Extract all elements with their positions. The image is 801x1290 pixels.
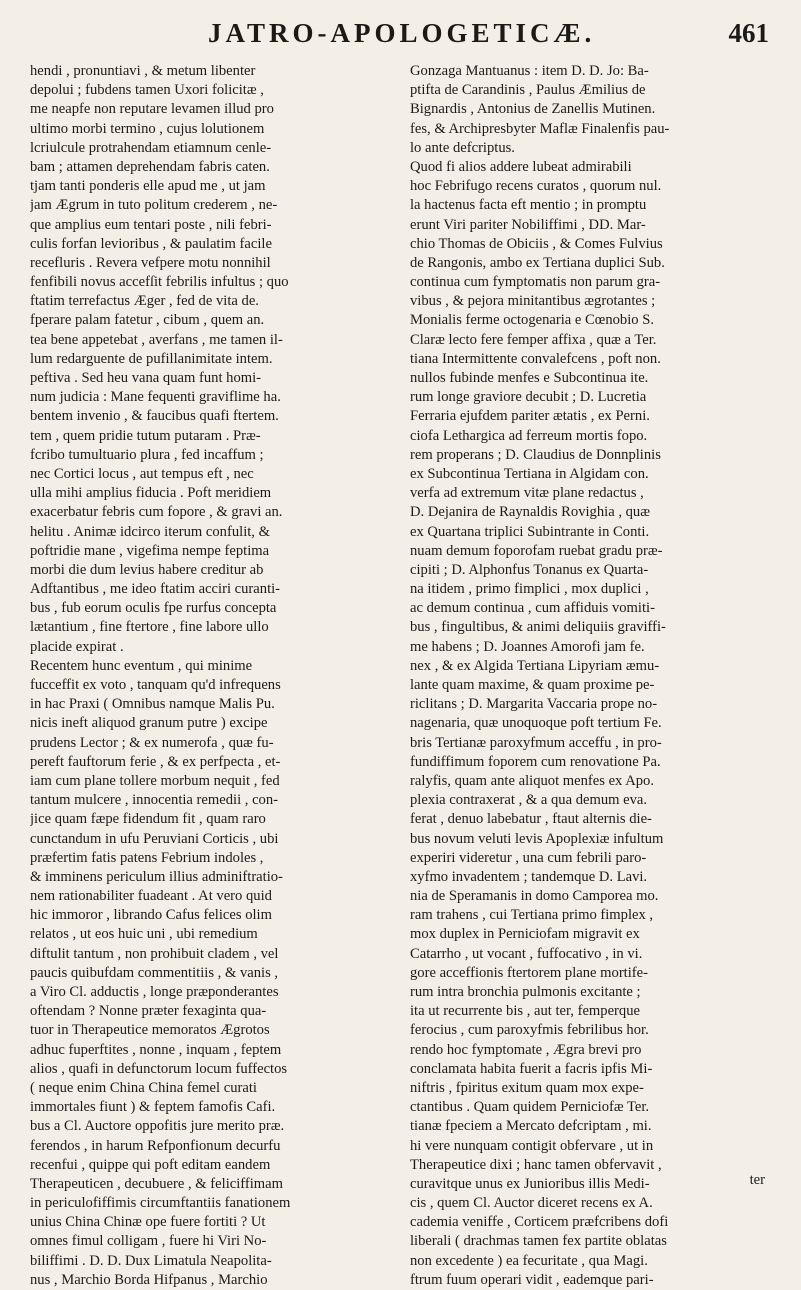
- text-line: ftatim terrefactus Æger , fed de vita de.: [30, 293, 259, 310]
- text-line: recenfui , quippe qui poft editam eandem: [30, 1156, 271, 1173]
- text-line: ultimo morbi termino , cujus lolutionem: [30, 120, 265, 137]
- text-line: peftiva . Sed heu vana quam funt homi-: [30, 370, 262, 386]
- text-line: ram trahens , cui Tertiana primo fimplex ,: [410, 907, 654, 924]
- text-line: lo ante defcriptus.: [410, 139, 515, 156]
- text-line: cunctandum in ufu Peruviani Corticis , ubi: [30, 830, 279, 847]
- text-line: fundiffimum foporem cum renovatione Pa.: [410, 753, 661, 770]
- text-line: me neapfe non reputare levamen illud pro: [30, 101, 274, 118]
- text-line: bentem invenio , & faucibus quafi ftertem.: [30, 408, 279, 425]
- text-line: mox duplex in Perniciofam migravit ex: [410, 926, 640, 943]
- text-line: & imminens periculum illius adminiftratio-: [30, 868, 283, 885]
- text-line: nicis ineft aliquod granum putre ) excipe: [30, 715, 268, 732]
- text-line: xyfmo invadentem ; tandemque D. Lavi.: [410, 868, 648, 885]
- text-line: hoc Febrifugo recens curatos , quorum nul.: [410, 178, 662, 195]
- text-line: ptifta de Carandinis , Paulus Æmilius de: [410, 82, 646, 99]
- text-line: relatos , ut eos huic uni , ubi remedium: [30, 926, 258, 943]
- text-line: in hac Praxi ( Omnibus namque Malis Pu.: [30, 696, 275, 713]
- text-line: bus , fub eorum oculis fpe rurfus concepta: [30, 600, 277, 617]
- text-line: paucis quibufdam commentitiis , & vanis ,: [30, 964, 279, 981]
- text-line: pereft fauftorum ferie , & ex perfpecta , et-: [30, 753, 281, 770]
- text-line: immortales fiunt ) & feptem famofis Cafi.: [30, 1099, 276, 1116]
- text-line: culis forfan levioribus , & paulatim facile: [30, 235, 272, 252]
- text-line: nec Cortici locus , aut tempus eft , nec: [30, 465, 254, 482]
- text-line: lætantium , fine ftertore , fine labore ullo: [30, 619, 269, 636]
- text-line: iam cum plane tollere morbum nequit , fed: [30, 772, 280, 789]
- text-line: Bignardis , Antonius de Zanellis Mutinen.: [410, 101, 656, 118]
- text-line: nagenaria, quæ unoquoque poft tertium Fe.: [410, 715, 662, 732]
- text-line: de Rangonis, ambo ex Tertiana duplici Sub.: [410, 254, 665, 271]
- text-line: conclamata habita fuerit a facris ipfis Mi-: [410, 1060, 653, 1077]
- text-line: oftendam ? Nonne præter fexaginta qua-: [30, 1003, 267, 1020]
- text-line: bris Tertianæ paroxyfmum acceffu , in pro-: [410, 734, 662, 751]
- text-line: tuor in Therapeutice memoratos Ægrotos: [30, 1022, 270, 1039]
- text-line: cis , quem Cl. Auctor diceret recens ex A.: [410, 1195, 653, 1212]
- text-line: Catarrho , ut vocant , fuffocativo , in vi.: [410, 945, 643, 962]
- text-line: non excedente ) ea fecuritate , qua Magi.: [410, 1252, 648, 1269]
- text-line: que amplius eum tentari poste , nili febri-: [30, 216, 272, 233]
- text-line: Therapeutice dixi ; hanc tamen obfervavit ,: [410, 1156, 662, 1173]
- text-line: Gonzaga Mantuanus : item D. D. Jo: Ba-: [410, 63, 649, 79]
- text-line: tianæ fpeciem a Mercato defcriptam , mi.: [410, 1118, 652, 1135]
- text-line: plexia contraxerat , & a qua demum eva.: [410, 792, 648, 809]
- text-line: fenfibili novus accefſit febrilis infultus ; quo: [30, 274, 289, 291]
- text-line: fucceffit ex voto , tanquam qu'd infrequens: [30, 677, 281, 693]
- text-line: ciofa Lethargica ad ferreum mortis fopo.: [410, 427, 648, 444]
- text-line: Monialis ferme octogenaria e Cœnobio S.: [410, 312, 654, 329]
- text-line: la hactenus facta eft mentio ; in promptu: [410, 197, 647, 214]
- text-line: nia de Speramanis in domo Camporea mo.: [410, 888, 659, 905]
- text-line: ctantibus . Quam quidem Perniciofæ Ter.: [410, 1099, 650, 1116]
- text-line: bam ; attamen deprehendam fabris caten.: [30, 158, 270, 175]
- text-line: exacerbatur febris cum fopore , & gravi an.: [30, 504, 283, 521]
- text-line: experiri videretur , una cum febrili paro-: [410, 849, 647, 866]
- text-line: nem rationabiliter fuadeant . At vero quid: [30, 888, 272, 905]
- text-line: ita ut recurrente bis , aut ter, femperque: [410, 1003, 640, 1020]
- text-line: placide expirat .: [30, 638, 124, 655]
- text-line: tiana Intermittente convalefcens , poft non.: [410, 350, 661, 367]
- text-line: Adftantibus , me ideo ftatim acciri curanti-: [30, 581, 281, 598]
- text-line: præfertim fatis patens Febrium indoles ,: [30, 849, 264, 866]
- text-line: chio Thomas de Obiciis , & Comes Fulvius: [410, 235, 663, 252]
- text-line: morbi die dum levius habere creditur ab: [30, 561, 264, 578]
- text-line: bus novum veluti levis Apoplexiæ infultum: [410, 830, 664, 847]
- text-line: Quod fi alios addere lubeat admirabili: [410, 158, 632, 175]
- text-line: tea bene appetebat , averfans , me tamen il-: [30, 331, 283, 348]
- text-line: lcriulcule protrahendam etiamnum cenle-: [30, 139, 272, 156]
- text-line: me habens ; D. Joannes Amorofi jam fe.: [410, 638, 645, 655]
- text-line: fcribo tumultuario plura , fed incaffum ;: [30, 446, 264, 463]
- text-line: continua cum fymptomatis non parum gra-: [410, 274, 661, 291]
- running-head: [0, 18, 801, 58]
- text-line: nuam demum foporofam ruebat gradu præ-: [410, 542, 663, 559]
- text-line: num judicia : Mane fequenti graviflime ha.: [30, 389, 281, 406]
- text-line: Ferraria ejufdem pariter ætatis , ex Perni.: [410, 408, 650, 425]
- text-line: alios , quafi in defunctorum locum fuffectos: [30, 1060, 288, 1077]
- text-line: Claræ lecto fere femper affixa , quæ a Ter.: [410, 331, 657, 348]
- text-line: liberali ( drachmas tamen fex partite oblatas: [410, 1233, 667, 1250]
- text-line: tantum mulcere , innocentia remedii , con-: [30, 792, 279, 809]
- text-line: Recentem hunc eventum , qui minime: [30, 657, 253, 674]
- text-line: biliffimi . D. D. Dux Limatula Neapolita-: [30, 1252, 272, 1269]
- text-line: riclitans ; D. Margarita Vaccaria prope no-: [410, 696, 658, 713]
- text-line: adhuc fuperftites , nonne , inquam , feptem: [30, 1041, 282, 1058]
- text-line: vibus , & pejora minitantibus ægrotantes ;: [410, 293, 656, 310]
- text-line: recefluris . Revera vefpere motu nonnihil: [30, 254, 271, 271]
- text-line: rem properans ; D. Claudius de Donnplinis: [410, 446, 661, 463]
- text-line: niftris , fpiritus exitum quam mox expe-: [410, 1079, 644, 1096]
- text-line: poftridie mane , vigefima nempe feptima: [30, 542, 270, 559]
- text-line: lante quam maxime, & quam proxime pe-: [410, 677, 655, 693]
- text-line: unius China Chinæ ope fuere fortiti ? Ut: [30, 1214, 266, 1231]
- text-line: fperare palam fatetur , cibum , quem an.: [30, 312, 265, 329]
- text-line: diftulit tantum , non prohibuit cladem , vel: [30, 945, 279, 962]
- text-line: ftrum fuum operari vidit , eademque pari-: [410, 1271, 654, 1288]
- text-line: nex , & ex Algida Tertiana Lipyriam æmu-: [410, 657, 660, 674]
- catchword: ter: [749, 1172, 765, 1188]
- text-line: verfa ad extremum vitæ plane redactus ,: [410, 485, 644, 502]
- text-line: fes, & Archipresbyter Maflæ Finalenfis pau-: [410, 120, 670, 137]
- text-line: ulla mihi amplius fiducia . Poft meridiem: [30, 485, 272, 502]
- right-text-column: [410, 62, 772, 1290]
- text-line: ferocius , cum paroxyfmis febrilibus hor.: [410, 1022, 649, 1039]
- text-line: D. Dejanira de Raynaldis Rovighia , quæ: [410, 504, 650, 521]
- text-line: prudens Lector ; & ex numerofa , quæ fu-: [30, 734, 274, 751]
- text-line: ac demum continua , cum affiduis vomiti-: [410, 600, 655, 617]
- text-line: omnes fimul colligam , fuere hi Viri No-: [30, 1233, 267, 1250]
- text-line: cademia veniffe , Corticem præfcribens dofi: [410, 1214, 669, 1231]
- text-line: tjam tanti ponderis elle apud me , ut jam: [30, 178, 266, 195]
- text-line: ferat , denuo labebatur , ftaut alternis die-: [410, 811, 652, 828]
- text-line: depolui ; fubdens tamen Uxori folicitæ ,: [30, 82, 264, 99]
- text-line: ( neque enim China China femel curati: [30, 1079, 257, 1096]
- running-title: JATRO-APOLOGETICÆ.: [208, 18, 596, 48]
- text-line: rendo hoc fymptomate , Ægra brevi pro: [410, 1041, 642, 1058]
- text-line: jice quam fæpe fidendum fit , quam raro: [30, 811, 266, 828]
- text-line: nullos fubinde menfes e Subcontinua ite.: [410, 370, 649, 386]
- text-line: a Viro Cl. adductis , longe præponderantes: [30, 984, 279, 1000]
- text-line: nus , Marchio Borda Hifpanus , Marchio: [30, 1271, 268, 1288]
- text-line: ex Quartana triplici Subintrante in Conti.: [410, 523, 650, 540]
- text-line: lum redarguente de pufillanimitate intem.: [30, 350, 273, 367]
- text-line: erunt Viri pariter Nobiliffimi , DD. Mar-: [410, 216, 646, 233]
- text-line: rum intra bronchia pulmonis excitante ;: [410, 984, 641, 1000]
- text-line: bus , fingultibus, & animi deliquiis graviffi-: [410, 619, 666, 636]
- text-line: Therapeuticen , decubuere , & feliciffimam: [30, 1175, 283, 1192]
- text-line: ralyfis, quam ante aliquot menfes ex Apo.: [410, 772, 654, 789]
- left-text-column: [30, 62, 392, 1290]
- text-line: rum longe graviore decubit ; D. Lucretia: [410, 389, 647, 406]
- text-line: gore acceffionis ftertorem plane mortife-: [410, 964, 648, 981]
- text-line: hi vere nunquam contigit obfervare , ut in: [410, 1137, 654, 1154]
- text-line: tem , quem pridie tutum putaram . Præ-: [30, 427, 261, 444]
- text-line: jam Ægrum in tuto politum crederem , ne-: [30, 197, 278, 214]
- text-line: helitu . Animæ idcirco iterum confulit, &: [30, 523, 270, 540]
- text-line: na itidem , primo fimplici , mox duplici ,: [410, 581, 649, 598]
- text-line: ferendos , in harum Refponfionum decurfu: [30, 1137, 281, 1154]
- text-line: cipiti ; D. Alphonfus Tonanus ex Quarta-: [410, 561, 649, 578]
- text-line: ex Subcontinua Tertiana in Algidam con.: [410, 465, 649, 482]
- text-line: hendi , pronuntiavi , & metum libenter: [30, 63, 256, 79]
- text-line: curavitque unus ex Junioribus illis Medi-: [410, 1175, 650, 1192]
- text-line: in periculofiffimis circumftantiis fanationem: [30, 1195, 291, 1212]
- text-line: bus a Cl. Auctore oppofitis jure merito præ.: [30, 1118, 285, 1135]
- page-number: 461: [728, 18, 769, 48]
- text-line: hic immoror , librando Cafus felices olim: [30, 907, 272, 924]
